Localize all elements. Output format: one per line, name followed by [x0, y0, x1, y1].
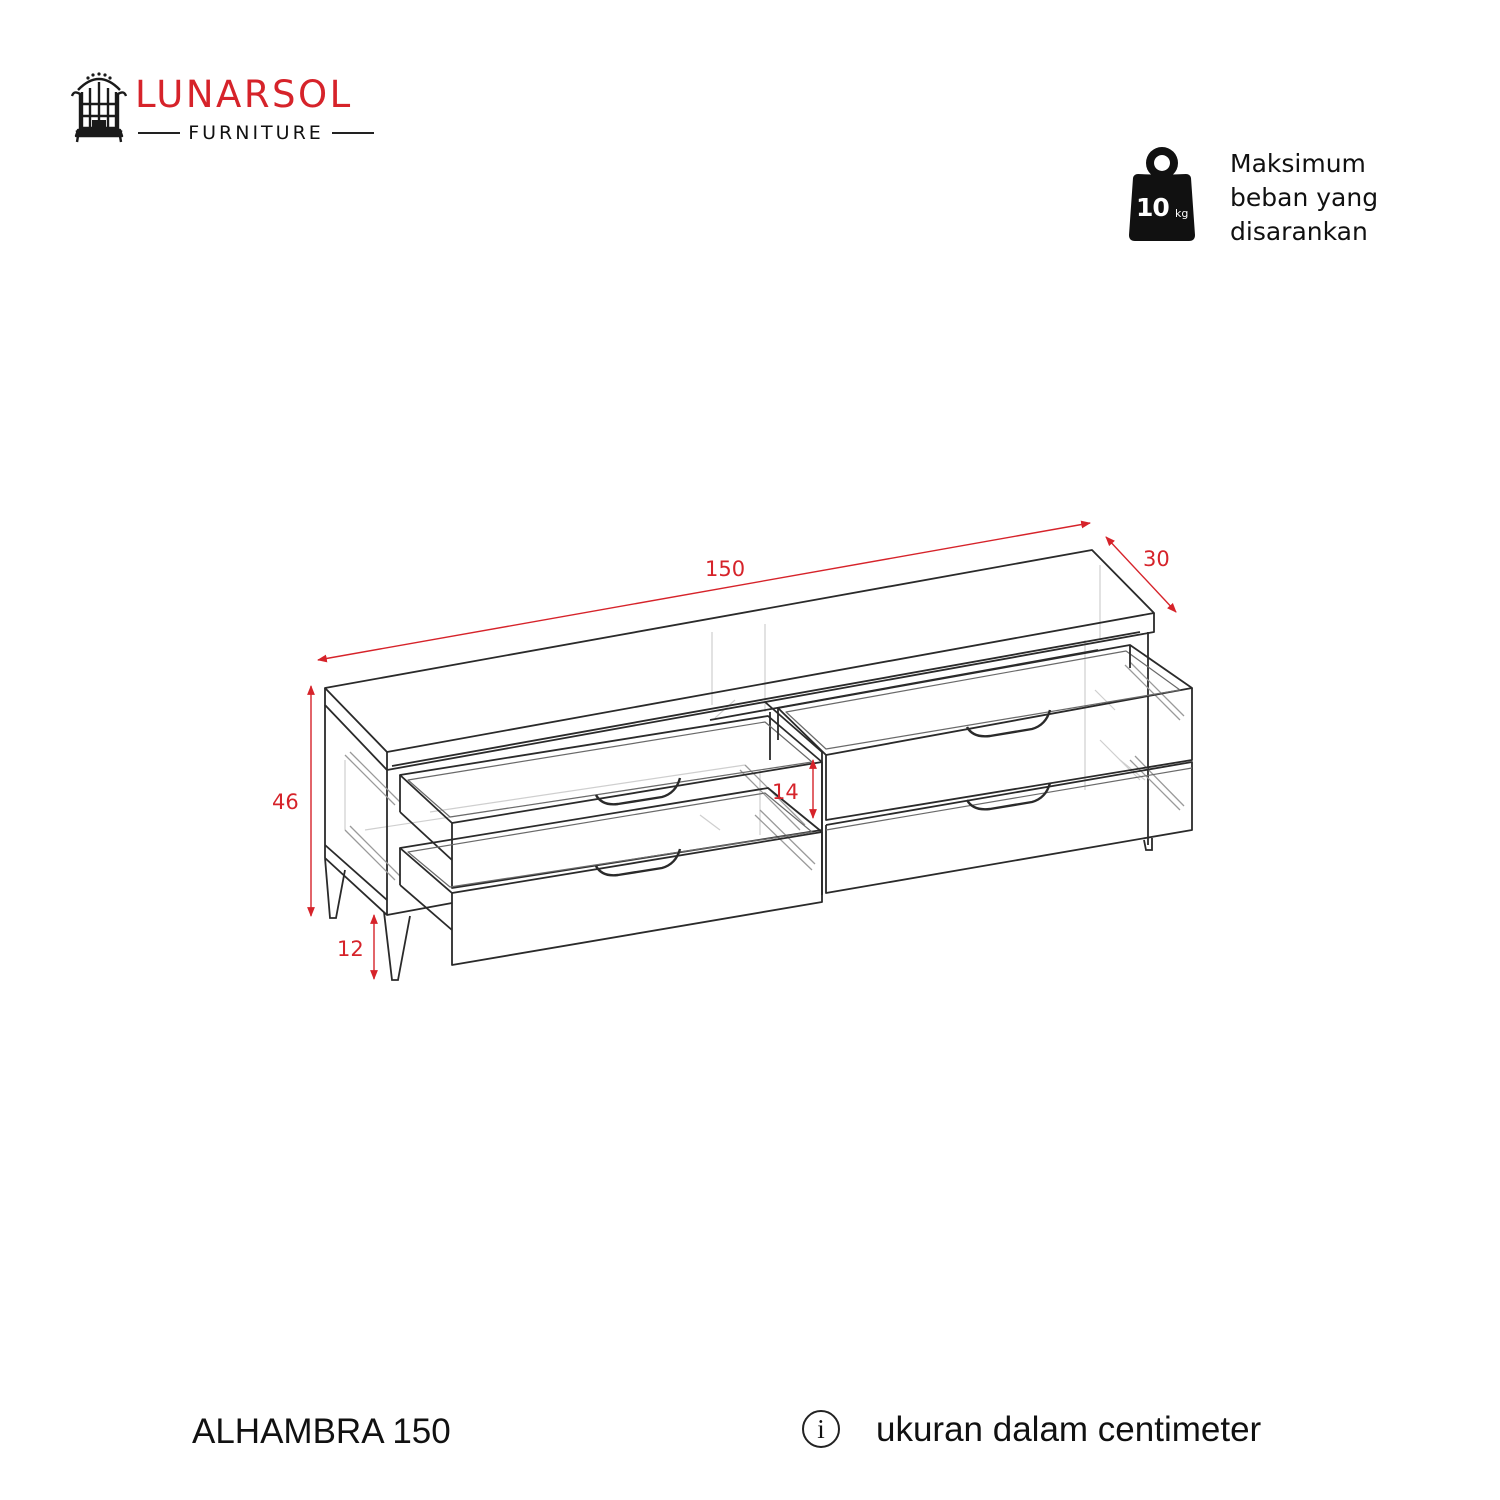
weight-text-line-1: Maksimum [1230, 149, 1366, 178]
units-note [802, 1408, 1362, 1456]
cabinet-legs [325, 838, 1152, 980]
model-name: ALHAMBRA 150 [192, 1412, 451, 1451]
weight-text-line-3: disarankan [1230, 217, 1368, 246]
dimension-lines [311, 523, 1176, 979]
weight-unit: kg [1175, 207, 1189, 220]
units-note-text: ukuran dalam centimeter [876, 1410, 1262, 1449]
cabinet-outline [325, 550, 1154, 915]
drawer-handle [596, 778, 680, 804]
brand-name: LUNARSOL [135, 73, 353, 116]
width-dimension-line [318, 523, 1090, 660]
drawer-bottom-right [826, 762, 1192, 893]
width-label: 150 [705, 557, 746, 581]
drawer-handle [967, 783, 1050, 809]
height-label: 46 [272, 790, 299, 814]
weight-text-line-2: beban yang [1230, 183, 1379, 212]
drawer-top-right [778, 645, 1192, 820]
cabinet-hidden-lines [345, 565, 1145, 835]
leg-front-left [384, 912, 410, 980]
drawer-height-label: 14 [772, 780, 799, 804]
weight-value: 10 [1136, 193, 1169, 222]
leg-height-label: 12 [337, 937, 364, 961]
info-icon: i [802, 1410, 840, 1448]
brand-subtitle: FURNITURE [188, 122, 324, 144]
cabinet-plinth [325, 858, 452, 915]
depth-label: 30 [1143, 547, 1170, 571]
